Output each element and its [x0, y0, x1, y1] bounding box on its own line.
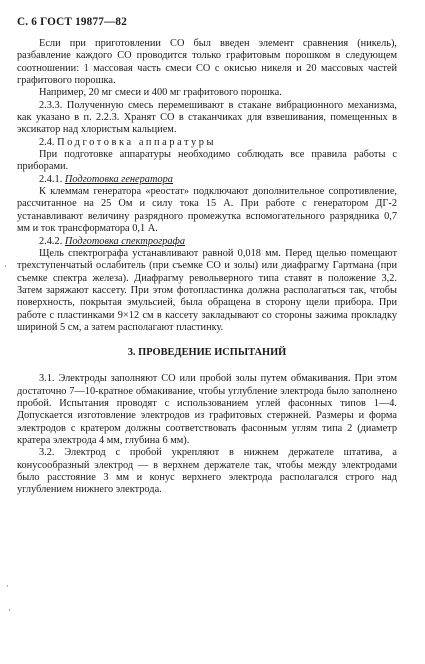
subsection-2-4-1-title: Подготовка генератора: [64, 173, 173, 185]
subsection-2-4-2-number: 2.4.2.: [39, 235, 63, 247]
subsection-2-4-number: 2.4.: [39, 136, 55, 148]
subsection-2-4-1-heading: [17, 174, 397, 186]
section-3-heading: 3. ПРОВЕДЕНИЕ ИСПЫТАНИЙ: [127, 347, 287, 359]
document-body: [17, 38, 397, 497]
subsection-2-4-2-heading: [17, 236, 397, 248]
paragraph-spectrograph: Щель спектрографа устанавливают равной 0,018 мм. Перед щелью помещают трехступенчатый ослабитель (при съемке СО и золы) или диафрагму Гартмана (при съемке спектра железа). Диафрагму револьверного типа ставят в положение 3,2. Затем заряжают кассету. При этом фотопластинка должна располагаться так, чтобы поверхность, покрытая эмульсией, была обращена в сторону щели прибора. При работе с пластинками 9×12 см в кассету закладывают со стороны зажима прокладку шириной 5 см, а затем располагают пластинку.: [17, 247, 397, 333]
paragraph-2-3-3: 2.3.3. Полученную смесь перемешивают в стакане вибрационного механизма, как указано в п. 2.2.3. Хранят СО в стаканчиках для взвешивания, помещенных в эксикатор над хлористым кальцием.: [17, 99, 397, 136]
subsection-2-4-2-title: Подготовка спектрографа: [64, 235, 186, 247]
paragraph-example: Например, 20 мг смеси и 400 мг графитового порошка.: [39, 87, 282, 99]
subsection-2-4-heading: [17, 137, 397, 149]
paragraph-generator: К клеммам генератора «реостат» подключают дополнительное сопротивление, рассчитанное на 25 Ом и силу тока 15 А. При работе с генератором ДГ-2 устанавливают величину разрядного промежутка вспомогательного разрядника 0,7 мм и ток трансформатора 0,1 А.: [17, 186, 397, 235]
scan-speck: ·: [4, 261, 7, 271]
paragraph-3-2: 3.2. Электрод с пробой укрепляют в нижнем держателе штатива, а конусообразный электрод — в верхнем держателе так, чтобы между электродами было расстояние 3 мм и конус верхнего электрода располагался строго над углублением нижнего электрода.: [17, 447, 397, 496]
document-page: [17, 16, 397, 497]
paragraph-nickel-dilution: Если при приготовлении СО был введен элемент сравнения (никель), разбавление каждого СО проводится только графитовым порошком в следующем соотношении: 1 массовая часть смеси СО с окисью никеля и 20 массовых частей графитового порошка.: [17, 38, 397, 87]
paragraph-equipment-rules: При подготовке аппаратуры необходимо соблюдать все правила работы с приборами.: [17, 149, 397, 173]
subsection-2-4-title: Подготовка аппаратуры: [57, 136, 217, 148]
scan-speck: ·: [8, 605, 11, 615]
paragraph-3-1: 3.1. Электроды заполняют СО или пробой золы путем обмакивания. При этом достаточно 7—10-кратное обмакивание, чтобы углубление электрода было заполнено пробой. Испытания проводят с использованием углей фасонных типов 1—4. Допускается изготовление электродов из графитовых стержней. Размеры и форма электродов с кратером должны соответствовать фасонным углям типа 2 (диаметр кратера электрода 4 мм, глубина 6 мм).: [17, 373, 397, 446]
scan-speck: ·: [6, 581, 9, 591]
subsection-2-4-1-number: 2.4.1.: [39, 173, 63, 185]
page-header: С. 6 ГОСТ 19877—82: [17, 16, 128, 28]
